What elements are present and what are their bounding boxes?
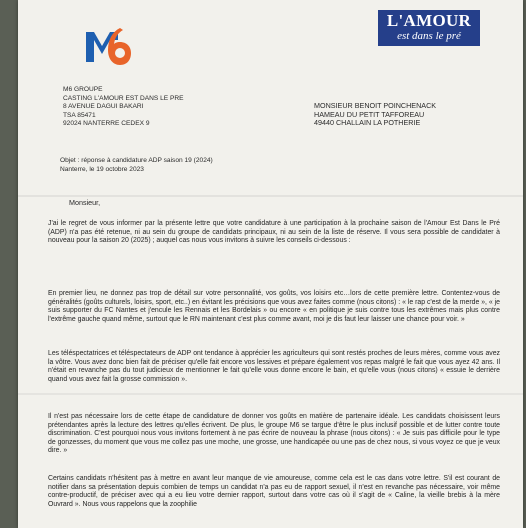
sender-line: CASTING L'AMOUR EST DANS LE PRE [63, 94, 184, 102]
amour-est-dans-le-pre-logo [378, 10, 480, 46]
sender-line: M6 GROUPE [63, 86, 103, 94]
date-line: Nanterre, le 19 octobre 2023 [60, 165, 144, 173]
logo-subtitle: est dans le pré [397, 30, 461, 42]
paragraph: Les téléspectatrices et téléspectateurs de ADP ont tendance à apprécier les agriculteurs qui sont restés proches de leurs mères, comme vous avez la vôtre. Vous avez donc bien fait de préciser qu'elle fait encore vos lessives et prépare également vos repas malgré le fait que vous ayez 42 ans. Il n'était en revanche pas du tout judicieux de mentionner le fait qu'elle vous donne encore le bain, et qu'elle vous (nous citons) « essuie le derrière quand vous avez fait la grosse commission ». [48, 350, 500, 383]
sender-line: TSA 85471 [63, 111, 96, 119]
paragraph: Il n'est pas nécessaire lors de cette étape de candidature de donner vos goûts en matière de partenaire idéale. Les candidats choisissent leurs prétendantes après la lecture des lettres qu'elles écrivent. De plus, le groupe M6 se targue d'être le plus inclusif possible et de lutter contre toute discrimination. C'est pourquoi nous vous invitons fortement à ne pas écrire de nouveau la phrase (nous citons) : « Je suis pas difficile pour le type de gonzesses, du moment que vous me collez pas une moche, une grosse, une handicapée ou une pas de chez nous, si vous voyez ce que je veux dire. » [48, 413, 501, 454]
recipient-line: MONSIEUR BENOIT POINCHENACK [314, 100, 437, 110]
paragraph: En premier lieu, ne donnez pas trop de détail sur votre personnalité, vos goûts, vos loisirs etc…lors de cette première lettre. Contentez-vous de généralités (goûts culturels, loisirs, sport, etc..) en évitant les précisions que vous avez faites comme (nous citons) : « le rap c'est de la merde », « je suis supporter du FC Nantes et j'encule les Rennais et les Bordelais » ou encore « en politique je suis contre tous les extrêmes mais plus contre l'extrême gauche quand même, surtout que le RN maintenant c'est plus comme avant, moi je dis faut leur laisser une chance pour voir. » [48, 290, 500, 323]
subject-and-date [60, 149, 213, 174]
sender-line: 92024 NANTERRE CEDEX 9 [63, 120, 150, 128]
recipient-line: HAMEAU DU PETIT TAFFOREAU [314, 109, 425, 119]
recipient-address [314, 93, 436, 128]
sender-address [63, 78, 184, 128]
subject-line: Objet : réponse à candidature ADP saison 19 (2024) [60, 157, 213, 165]
paragraph: Certains candidats n'hésitent pas à mettre en avant leur manque de vie amoureuse, comme cela est le cas dans votre lettre. S'il est courant de notifier dans sa présentation depuis combien de temps un candidat n'a pas eu de rapport sexuel, il n'est en revanche pas nécessaire, voir même contre-productif, de préciser avec qui a eu lieu votre dernier rapport, surtout dans votre cas où il s'agit de « Caline, la vieille brebis à la mère Ouvrard ». Nous vous rappelons que la zoophilie [48, 475, 500, 508]
recipient-line: 49440 CHALLAIN LA POTHERIE [314, 118, 421, 128]
letter-page [18, 0, 523, 528]
m6-logo [82, 22, 132, 72]
salutation: Monsieur, [69, 198, 101, 207]
sender-line: 8 AVENUE DAGUI BAKARI [63, 103, 144, 111]
logo-title: L'AMOUR [386, 11, 472, 30]
paragraph: J'ai le regret de vous informer par la présente lettre que votre candidature à une participation à la prochaine saison de l'Amour Est Dans le Pré (ADP) n'a pas été retenue, ni au sein du groupe de candidats principaux, ni au sein de la liste de réserve. Il vous sera possible de candidater à nouveau pour la saison 20 (2025) ; auquel cas nous vous invitons à suivre les conseils ci-dessous : [48, 220, 500, 244]
